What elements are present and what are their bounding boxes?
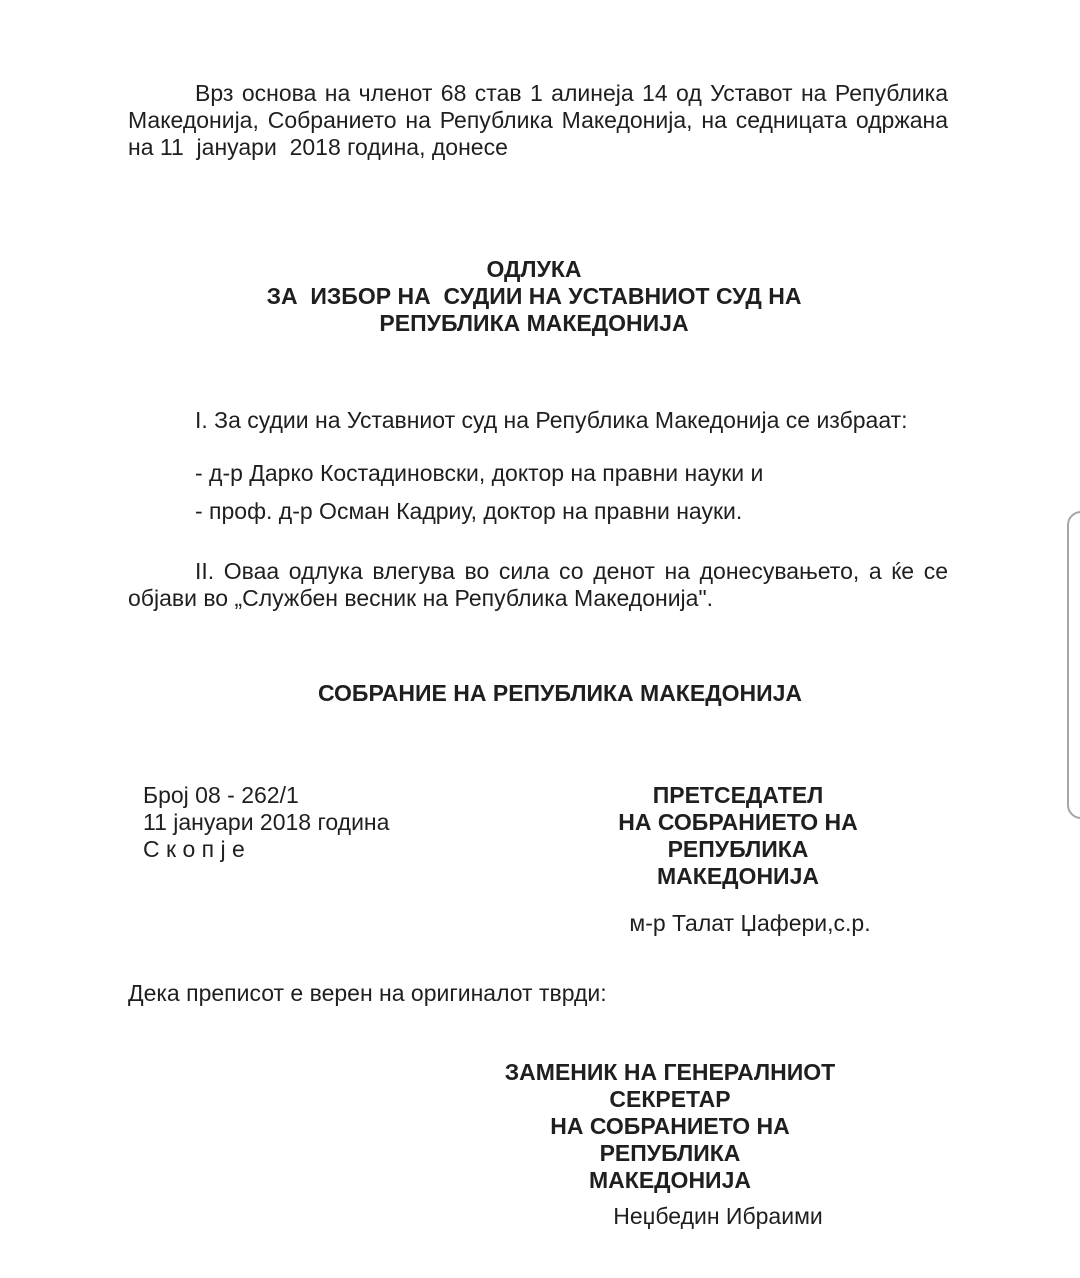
section-ii-paragraph: II. Оваа одлука влегува во сила со денот на донесувањето, а ќе се објави во „Службен весник на Република Македонија".	[128, 558, 948, 611]
secretary-title-line-2: НА СОБРАНИЕТО НА РЕПУБЛИКА	[550, 1113, 790, 1166]
certification-line: Дека преписот е верен на оригиналот тврди:	[128, 980, 607, 1006]
decision-title-line-3: РЕПУБЛИКА МАКЕДОНИЈА	[379, 310, 689, 336]
intro-paragraph: Врз основа на членот 68 став 1 алинеја 14 од Уставот на Република Македонија, Собранието на Република Македонија, на седницата одржана на 11 јануари 2018 година, донесе	[128, 80, 955, 160]
document-meta	[143, 782, 389, 863]
president-signature	[548, 782, 928, 937]
appointee-item-2: - проф. д-р Осман Кадриу, доктор на правни науки.	[195, 498, 743, 524]
decision-title	[124, 256, 944, 337]
secretary-name: Неџбедин Ибраими	[613, 1203, 823, 1229]
document-content	[128, 0, 955, 1230]
president-title-line-1: ПРЕТСЕДАТЕЛ	[652, 782, 824, 808]
president-title-line-2: НА СОБРАНИЕТО НА РЕПУБЛИКА	[618, 809, 858, 862]
scrollbar-thumb[interactable]	[1067, 511, 1080, 819]
doc-number: Број 08 - 262/1	[143, 782, 299, 808]
president-title-line-3: МАКЕДОНИЈА	[657, 863, 819, 889]
secretary-title-line-3: МАКЕДОНИЈА	[589, 1167, 751, 1193]
decision-title-line-1: ОДЛУКА	[486, 256, 582, 282]
signature-block	[128, 782, 948, 937]
section-i-paragraph: I. За судии на Уставниот суд на Република Македонија се избраат:	[195, 407, 908, 433]
secretary-title	[480, 1059, 860, 1194]
appointee-item-1: - д-р Дарко Костадиновски, доктор на правни науки и	[195, 460, 764, 486]
president-name: м-р Талат Џафери,с.р.	[629, 910, 871, 936]
doc-date: 11 јануари 2018 година	[143, 809, 390, 835]
doc-place: С к о п ј е	[143, 836, 245, 862]
assembly-heading: СОБРАНИЕ НА РЕПУБЛИКА МАКЕДОНИЈА	[317, 680, 803, 706]
secretary-title-line-1: ЗАМЕНИК НА ГЕНЕРАЛНИОТ СЕКРЕТАР	[504, 1059, 836, 1112]
decision-title-line-2: ЗА ИЗБОР НА СУДИИ НА УСТАВНИОТ СУД НА	[266, 283, 802, 309]
